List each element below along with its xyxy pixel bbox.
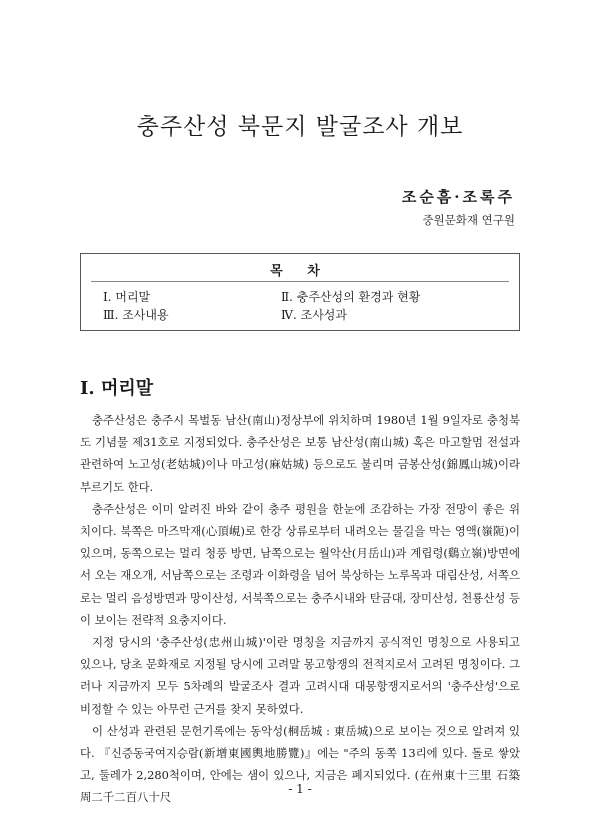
document-title: 충주산성 북문지 발굴조사 개보: [136, 114, 464, 140]
table-of-contents: [80, 253, 520, 331]
toc-divider: [91, 281, 509, 282]
toc-item-4: Ⅳ. 조사성과: [281, 308, 347, 322]
toc-item-2: Ⅱ. 충주산성의 환경과 현황: [281, 290, 421, 304]
paragraph-2: 충주산성은 이미 알려진 바와 같이 충주 평원을 한눈에 조감하는 가장 전망이 좋은 위치이다. 북쪽은 마즈막재(心頂峴)로 한강 상류로부터 내려오는 물길을 막는 영액(嶺阨)이 있으며, 동쪽으로는 멀리 청풍 방면, 남쪽으로는 월악산(月岳山)과 계립령(鷄立嶺)방면에서 오는 재오개, 서남쪽으로는 조령과 이화령을 넘어 북상하는 노루목과 대림산성, 서쪽으로는 멀리 음성방면과 망이산성, 서북쪽으로는 충주시내와 탄금대, 장미산성, 천룡산성 등이 보이는 전략적 요충지이다.: [80, 501, 520, 627]
paragraph-4: 이 산성과 관련된 문헌기록에는 동악성(桐岳城 : 東岳城)으로 보이는 것으로 알려져 있다. 『신증동국여지승람(新增東國輿地勝覽)』에는 "주의 동쪽 13리에 있다. 돌로 쌓았고, 둘레가 2,280척이며, 안에는 샘이 있으나, 지금은 폐지되었다. (在州東十三里 石築 周二千二百八十尺: [80, 723, 520, 805]
authors: 조순흠·조록주: [401, 188, 515, 206]
paragraph-1: 충주산성은 충주시 목벌동 남산(南山)정상부에 위치하며 1980년 1월 9일자로 충청북도 기념물 제31호로 지정되었다. 충주산성은 보통 남산성(南山城) 혹은 마고할멈 전설과 관련하여 노고성(老姑城)이나 마고성(麻姑城) 등으로도 불리며 금봉산성(錦鳳山城)이라 부르기도 한다.: [80, 413, 520, 494]
toc-heading: 목 차: [270, 264, 330, 279]
toc-item-1: Ⅰ. 머리말: [103, 290, 151, 304]
toc-item-3: Ⅲ. 조사내용: [103, 308, 169, 322]
page-number: - 1 -: [288, 782, 312, 796]
body-text: [80, 409, 520, 809]
paragraph-3: 지정 당시의 '충주산성(忠州山城)'이란 명칭을 지금까지 공식적인 명칭으로 사용되고 있으나, 당초 문화재로 지정될 당시에 고려말 몽고항쟁의 전적지로서 고려된 명칭이다. 그러나 지금까지 모두 5차례의 발굴조사 결과 고려시대 대몽항쟁지로서의 '충주산성'으로 비정할 수 있는 아무런 근거를 찾지 못하였다.: [80, 635, 520, 716]
section-heading: Ⅰ. 머리말: [80, 378, 154, 399]
affiliation: 중원문화재 연구원: [422, 213, 515, 227]
